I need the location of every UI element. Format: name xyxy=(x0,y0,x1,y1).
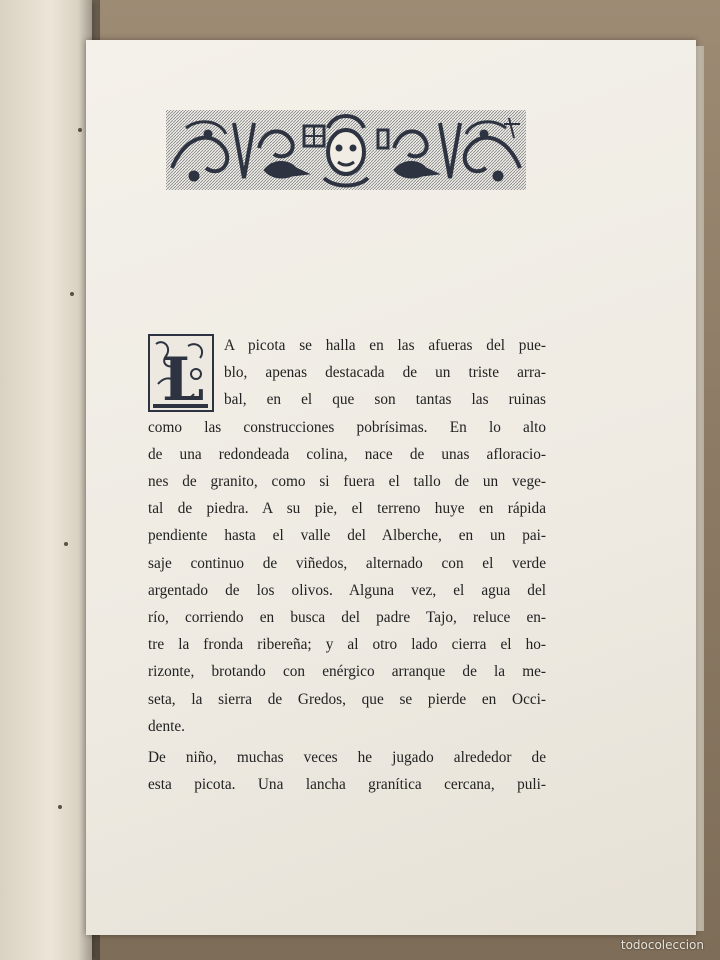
text-line: argentado de los olivos. Alguna vez, el agua del xyxy=(148,581,546,599)
binding-hole xyxy=(70,292,74,296)
text-line: nes de granito, como si fuera el tallo de un vege- xyxy=(148,473,546,491)
text-line: río, corriendo en busca del padre Tajo, reluce en- xyxy=(148,609,546,627)
text-line: bal, en el que son tantas las ruinas xyxy=(224,391,546,409)
binding-hole xyxy=(64,542,68,546)
text-line: seta, la sierra de Gredos, que se pierde en Occi- xyxy=(148,690,546,708)
text-line: dente. xyxy=(148,717,185,735)
text-line: tre la fronda ribereña; y al otro lado cierra el ho- xyxy=(148,636,546,654)
dropcap-letter: L xyxy=(162,345,205,412)
body-text xyxy=(148,332,546,798)
text-line: de una redondeada colina, nace de unas afloracio- xyxy=(148,445,546,463)
text-line: blo, apenas destacada de un triste arra- xyxy=(224,364,546,382)
text-line: A picota se halla en las afueras del pue- xyxy=(224,337,546,354)
decorated-initial-L-icon xyxy=(148,334,214,412)
paragraph-2 xyxy=(148,744,546,798)
text-line: como las construcciones pobrísimas. En lo alto xyxy=(148,418,546,436)
text-line: rizonte, brotando con enérgico arranque de la me- xyxy=(148,663,546,681)
text-line: De niño, muchas veces he jugado alrededor de xyxy=(148,749,546,767)
text-line: esta picota. Una lancha granítica cercana, puli- xyxy=(148,776,546,794)
floral-headpiece-ornament xyxy=(164,108,528,192)
text-line: tal de piedra. A su pie, el terreno huye en rápida xyxy=(148,500,546,518)
watermark: todocoleccion xyxy=(620,938,704,952)
text-line: saje continuo de viñedos, alternado con el verde xyxy=(148,554,546,572)
text-line: pendiente hasta el valle del Alberche, en un pai- xyxy=(148,527,546,545)
binding-hole xyxy=(58,805,62,809)
